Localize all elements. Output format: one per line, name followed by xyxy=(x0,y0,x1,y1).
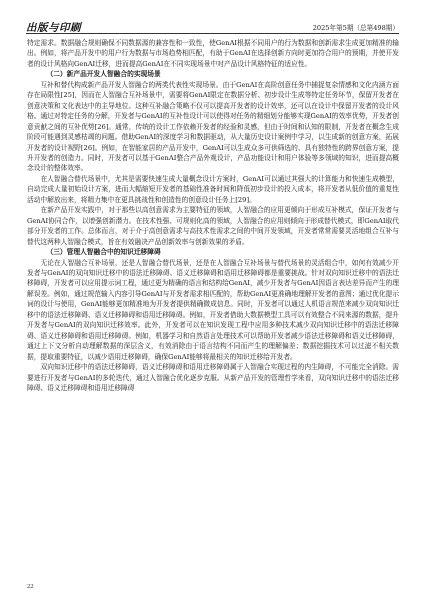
paragraph-6: 双向知识迁移中的语法迁移障碍，语义迁移障碍和语用迁移障碍属于人智融合实现过程的内生障碍，不可能完全消除。需要进行开发者与GenAI的多轮迭代，通过人智融合优化逐步克服。从新产品开发的管理哲学来看，双向知识迁移中的语法迁移障碍、语义迁移障碍和语用迁移障碍 xyxy=(27,363,399,392)
issue-info: 2025年第5期（总第498期） xyxy=(312,24,399,32)
paragraph-5: 无论在人智融合互补场景，还是人智融合替代场景，还是在人智融合互补场景与替代场景的灵活组合中，如何有效减少开发者与GenAI的双向知识迁移中的语法迁移障碍、语义迁移障碍和语用迁移障碍都是重要挑战。针对双向知识迁移中的语法迁移障碍，开发者可以应用提示词工程，通过更为精确的语言和结构给GenAI，减少开发者与GenAI因语言表达差异而产生的理解误差。例如，通过规范输入内容引导GenAI与开发者需求相匹配的，帮助GenAI更准确地理解开发者的意图；通过优化提示词的设计与使用，GenAI能够更加精准地为开发者提供精确微成信息。同时，开发者可以通过人机语言规范来减少双向知识迁移中的语法迁移障碍、语义迁移障碍和语用迁移障碍。例如，开发者借助大数据模型工具可以有效整合不同来源的数据，提升开发者与GenAI的双向知识迁移效率。此外，开发者可以在知识发现工程中应用多种技术减少双向知识迁移中的语法迁移障碍、语义迁移障碍和语用迁移障碍。例如，机器学习和自然语言处理技术可以帮助开发者减少语法迁移障碍和语义迁移障碍，通过上下文分析自动理解数据的深层含义，有效消除由于语言结构不同而产生的理解偏差；数据挖掘技术可以过滤不相关数据，提取重要特征，以减少语用迁移障碍，确保GenAI能够将最相关的知识迁移给开发者。 xyxy=(27,258,399,361)
section-heading-2: （二）新产品开发人智融合的实现场景 xyxy=(46,70,161,79)
journal-logo: 出版与印刷 xyxy=(26,22,81,34)
page-number: 22 xyxy=(27,583,34,590)
paragraph-2: 互补和替代构成新产品开发人智融合的两类代表性实现场景。由于GenAI在高阶创意任务中捕捉复杂情感和文化内涵方面存在局限性[25]，因而在人智融合互补场景中，需要将GenAI限定在数据分析、初步设计生成等特定任务环节，保留开发者在创意决策和文化表达中的主导地位。这种互补融合策略不仅可以提高开发者的设计效率，还可以在设计中保留开发者的设计风格。通过对特定任务的分解，开发者与GenAI的互补性设计可以使得对任务的精细划分能够实现GenAI的效率优势，开发者创意贡献之间的互补优势[26]。通常，传统的设计工作依赖开发者的经验和灵感，但由于时间和认知的限制，开发者在概念生成阶段可能遇到灵感枯竭的问题。借助GenAI的深度学习和数据驱动，从大量历史设计案例中学习，以生成新的创意方案，拓展开发者的设计视野[26]。例如，在智能家居的产品开发中，GenAI可以生成众多可供筛选的、具有独特性的跨界创意方案，提升开发者的创造力。同时，开发者可以基于GenAI整合产品外观设计，产品功能设计和用户体验等多领域的知识，进而提高概念设计的整体效率。 xyxy=(27,80,399,173)
paragraph-1: 特定需求。数据融合规则确保不同数据源的兼容性和一致性，使GenAI根据不同用户的行为数据和创新需求生成更加精准的输出。例如，将产品开发中的用户行为数据与市场趋势相匹配，有助于GenAI在选择创新方向时更加符合用户的预期，并使开发者的设计风格向GenAI迁移，进而提高GenAI在不同实现场景中对产品设计风格特征的适应性。 xyxy=(27,39,399,68)
paragraph-3: 在人智融合替代场景中，尤其是需要快速生成大量概念设计方案时，GenAI可以通过其强大的计算能力和快速生成模型，自动完成大量初始设计方案，进而大幅缩短开发者的基础性准备时间和降低初步设计的投入成本，将开发者从低价值的重复性活动中解放出来，将精力集中在更具挑战性和创造性的创意设计任务上[29]。 xyxy=(27,174,399,204)
article-body xyxy=(27,38,399,578)
section-heading-3: （三）管理人智融合中的知识迁移障碍 xyxy=(46,248,161,257)
paragraph-4: 在新产品开发实践中，对于那些以高创意需求为主要特征的领域，人智融合的应用更倾向于形成互补模式，保证开发者与GenAI协同合作，以增强创新潜力。在技术性强、可规则化高的领域，人智融合的应用则倾向于形成替代模式，即GenAI取代部分开发者的工作。总体而言，对于介于高创意需求与高技术性需求之间的中间开发领域，开发者常常需要灵活地组合互补与替代这两种人智融合模式，旨在有效融决产品创新效率与创新效果的矛盾。 xyxy=(27,206,399,246)
header-divider xyxy=(26,33,399,34)
